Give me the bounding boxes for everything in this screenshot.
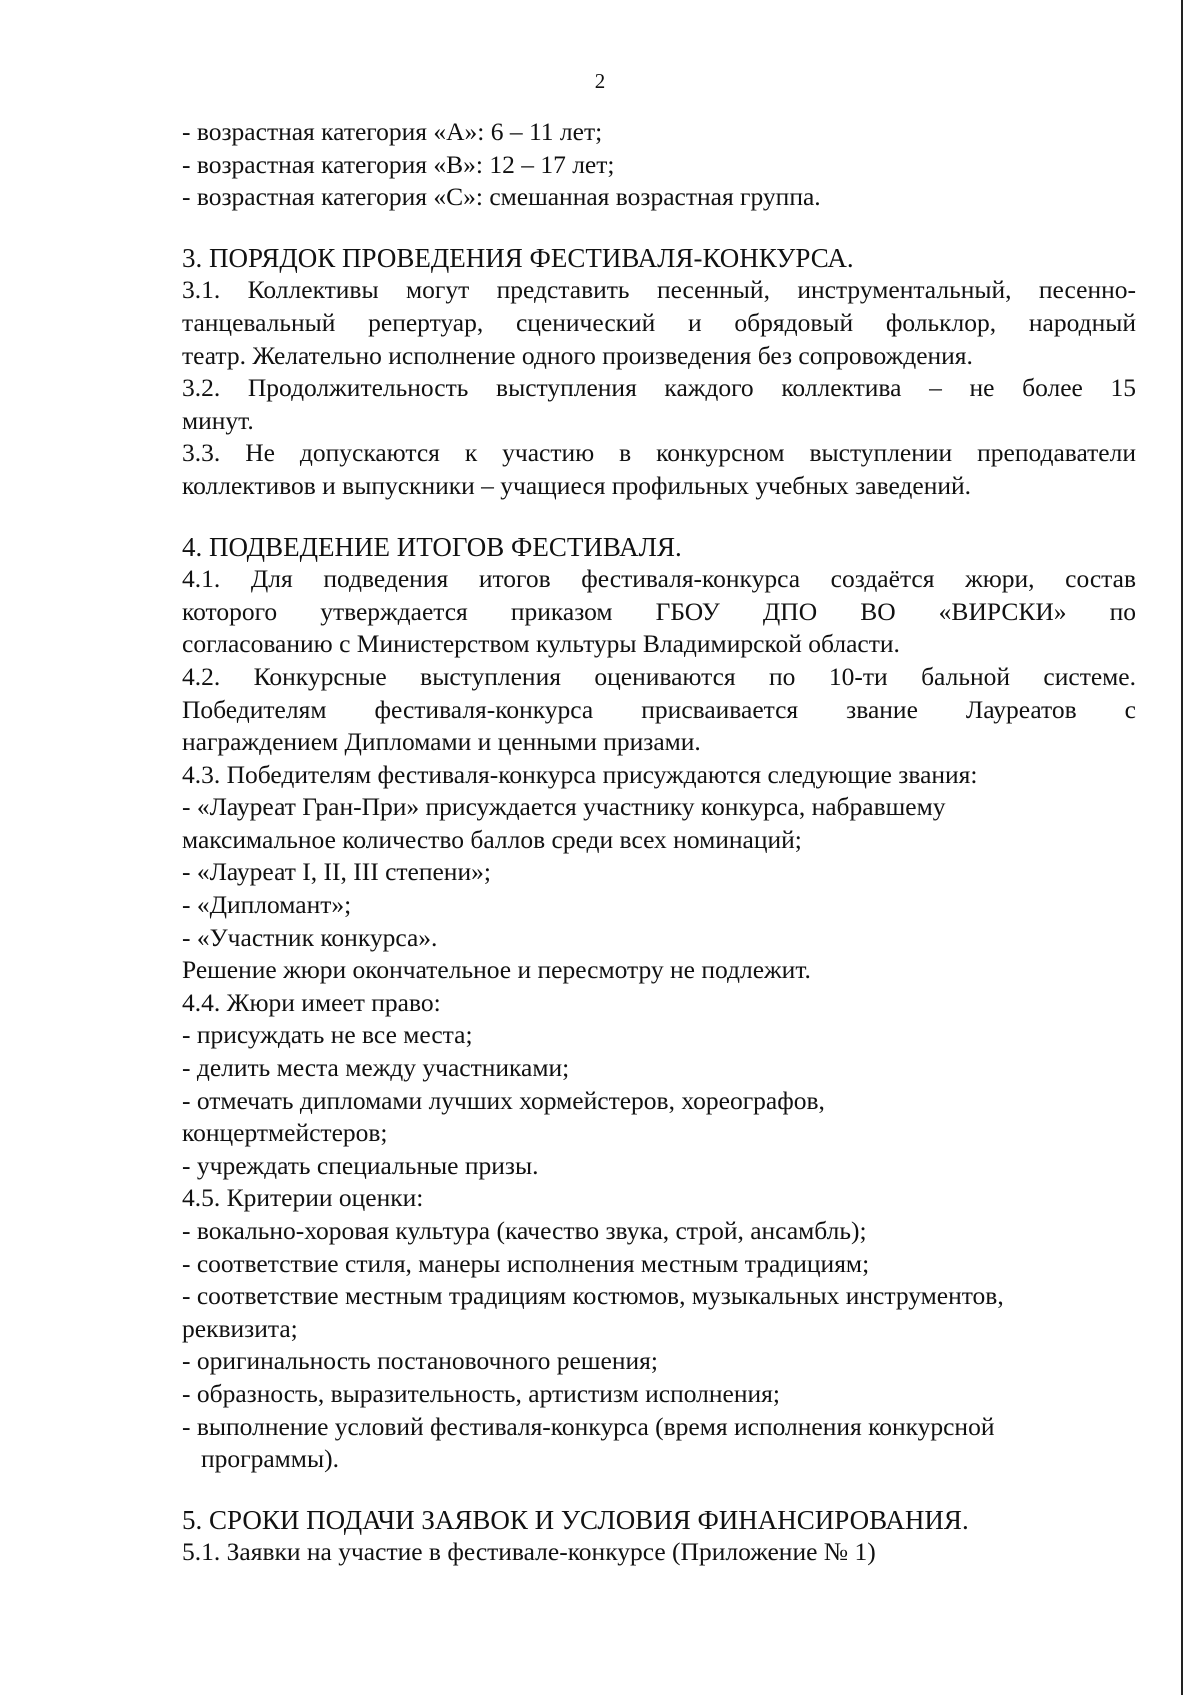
text-line: коллективов и выпускники – учащиеся профильных учебных заведений. <box>182 470 972 500</box>
text-line: концертмейстеров; <box>182 1118 388 1148</box>
text-line: театр. Желательно исполнение одного произведения без сопровождения. <box>182 340 973 370</box>
text-line: - «Участник конкурса». <box>182 922 438 952</box>
text-line: 4.1. Для подведения итогов фестиваля-конкурса создаётся жюри, состав <box>182 564 1136 594</box>
text-line: реквизита; <box>182 1313 298 1343</box>
text-line: - «Лауреат I, II, III степени»; <box>182 857 491 887</box>
text-line: - присуждать не все места; <box>182 1020 473 1050</box>
text-line: 4.4. Жюри имеет право: <box>182 987 441 1017</box>
page-edge-line <box>1181 0 1183 1695</box>
text-line: программы). <box>201 1444 339 1474</box>
text-line: Победителям фестиваля-конкурса присваивается звание Лауреатов с <box>182 694 1136 724</box>
text-line: - «Лауреат Гран-При» присуждается участнику конкурса, набравшему <box>182 792 946 822</box>
page-number: 2 <box>594 69 606 93</box>
text-line: - соответствие местным традициям костюмов, музыкальных инструментов, <box>182 1281 1004 1311</box>
text-line: согласованию с Министерством культуры Владимирской области. <box>182 629 900 659</box>
section-gap <box>182 503 1136 531</box>
text-line: - делить места между участниками; <box>182 1053 570 1083</box>
text-line: - возрастная категория «С»: смешанная возрастная группа. <box>182 182 821 212</box>
text-line: 3.3. Не допускаются к участию в конкурсном выступлении преподаватели <box>182 438 1136 468</box>
text-line: 3.1. Коллективы могут представить песенный, инструментальный, песенно- <box>182 275 1136 305</box>
text-line: танцевальный репертуар, сценический и обрядовый фольклор, народный <box>182 307 1136 337</box>
text-line: награждением Дипломами и ценными призами. <box>182 727 701 757</box>
text-line: 3.2. Продолжительность выступления каждого коллектива – не более 15 <box>182 373 1136 403</box>
text-line: - вокально-хоровая культура (качество звука, строй, ансамбль); <box>182 1216 867 1245</box>
section-heading: 3. ПОРЯДОК ПРОВЕДЕНИЯ ФЕСТИВАЛЯ-КОНКУРСА. <box>182 242 854 273</box>
text-line: - образность, выразительность, артистизм исполнения; <box>182 1378 780 1408</box>
text-line: минут. <box>182 405 254 435</box>
text-line: - отмечать дипломами лучших хормейстеров, хореографов, <box>182 1085 825 1115</box>
text-line: - возрастная категория «В»: 12 – 17 лет; <box>182 149 615 179</box>
text-line: которого утверждается приказом ГБОУ ДПО ВО «ВИРСКИ» по <box>182 596 1136 626</box>
section-heading: 4. ПОДВЕДЕНИЕ ИТОГОВ ФЕСТИВАЛЯ. <box>182 531 682 562</box>
section-gap <box>182 214 1136 242</box>
document-body <box>182 116 1136 1569</box>
text-line: - «Дипломант»; <box>182 890 352 920</box>
text-line: - учреждать специальные призы. <box>182 1150 539 1180</box>
text-line: 4.2. Конкурсные выступления оцениваются по 10-ти бальной системе. <box>182 661 1136 691</box>
text-line: - возрастная категория «А»: 6 – 11 лет; <box>182 117 603 146</box>
text-line: Решение жюри окончательное и пересмотру не подлежит. <box>182 955 811 985</box>
text-line: - выполнение условий фестиваля-конкурса (время исполнения конкурсной <box>182 1411 995 1441</box>
text-line: максимальное количество баллов среди всех номинаций; <box>182 824 802 854</box>
text-line: 5.1. Заявки на участие в фестивале-конкурсе (Приложение № 1) <box>182 1537 876 1567</box>
section-gap <box>182 1476 1136 1504</box>
text-line: 4.5. Критерии оценки: <box>182 1183 424 1213</box>
section-heading: 5. СРОКИ ПОДАЧИ ЗАЯВОК И УСЛОВИЯ ФИНАНСИРОВАНИЯ. <box>182 1504 969 1535</box>
text-line: - соответствие стиля, манеры исполнения местным традициям; <box>182 1248 870 1278</box>
text-line: 4.3. Победителям фестиваля-конкурса присуждаются следующие звания: <box>182 759 978 789</box>
text-line: - оригинальность постановочного решения; <box>182 1346 658 1376</box>
